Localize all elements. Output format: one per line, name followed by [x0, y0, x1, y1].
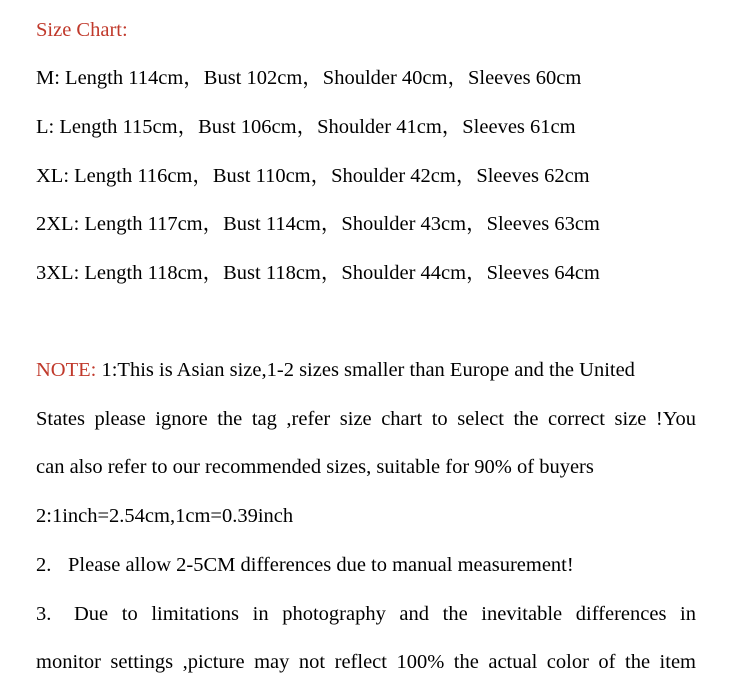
note-item-text: Please allow 2-5CM differences due to manual measurement!	[68, 554, 574, 576]
size-row-xl: XL: Length 116cm，Bust 110cm，Shoulder 42cm，Sleeves 62cm	[36, 165, 590, 187]
note-item-number: 3.	[36, 603, 52, 625]
note-line-4: 2:1inch=2.54cm,1cm=0.39inch	[36, 505, 294, 527]
note-item-3	[36, 602, 696, 626]
note-line-2: States please ignore the tag ,refer size chart to select the correct size !You	[36, 408, 696, 430]
note-text-1: 1:This is Asian size,1-2 sizes smaller than Europe and the United	[96, 359, 635, 381]
final-line: monitor settings ,picture may not reflect 100% the actual color of the item	[36, 651, 696, 673]
size-chart-title: Size Chart:	[36, 19, 128, 41]
size-row-3xl: 3XL: Length 118cm，Bust 118cm，Shoulder 44cm，Sleeves 64cm	[36, 262, 600, 284]
size-row-l: L: Length 115cm，Bust 106cm，Shoulder 41cm，Sleeves 61cm	[36, 116, 576, 138]
size-row-m: M: Length 114cm，Bust 102cm，Shoulder 40cm，Sleeves 60cm	[36, 67, 582, 89]
note-item-number: 2.	[36, 554, 52, 576]
size-row-2xl: 2XL: Length 117cm，Bust 114cm，Shoulder 43cm，Sleeves 63cm	[36, 213, 600, 235]
note-item-2	[36, 553, 696, 577]
note-line-3: can also refer to our recommended sizes, suitable for 90% of buyers	[36, 456, 594, 478]
note-item-text: Due to limitations in photography and the inevitable differences in	[74, 603, 696, 625]
note-label: NOTE:	[36, 359, 97, 381]
note-line-1	[36, 358, 696, 382]
